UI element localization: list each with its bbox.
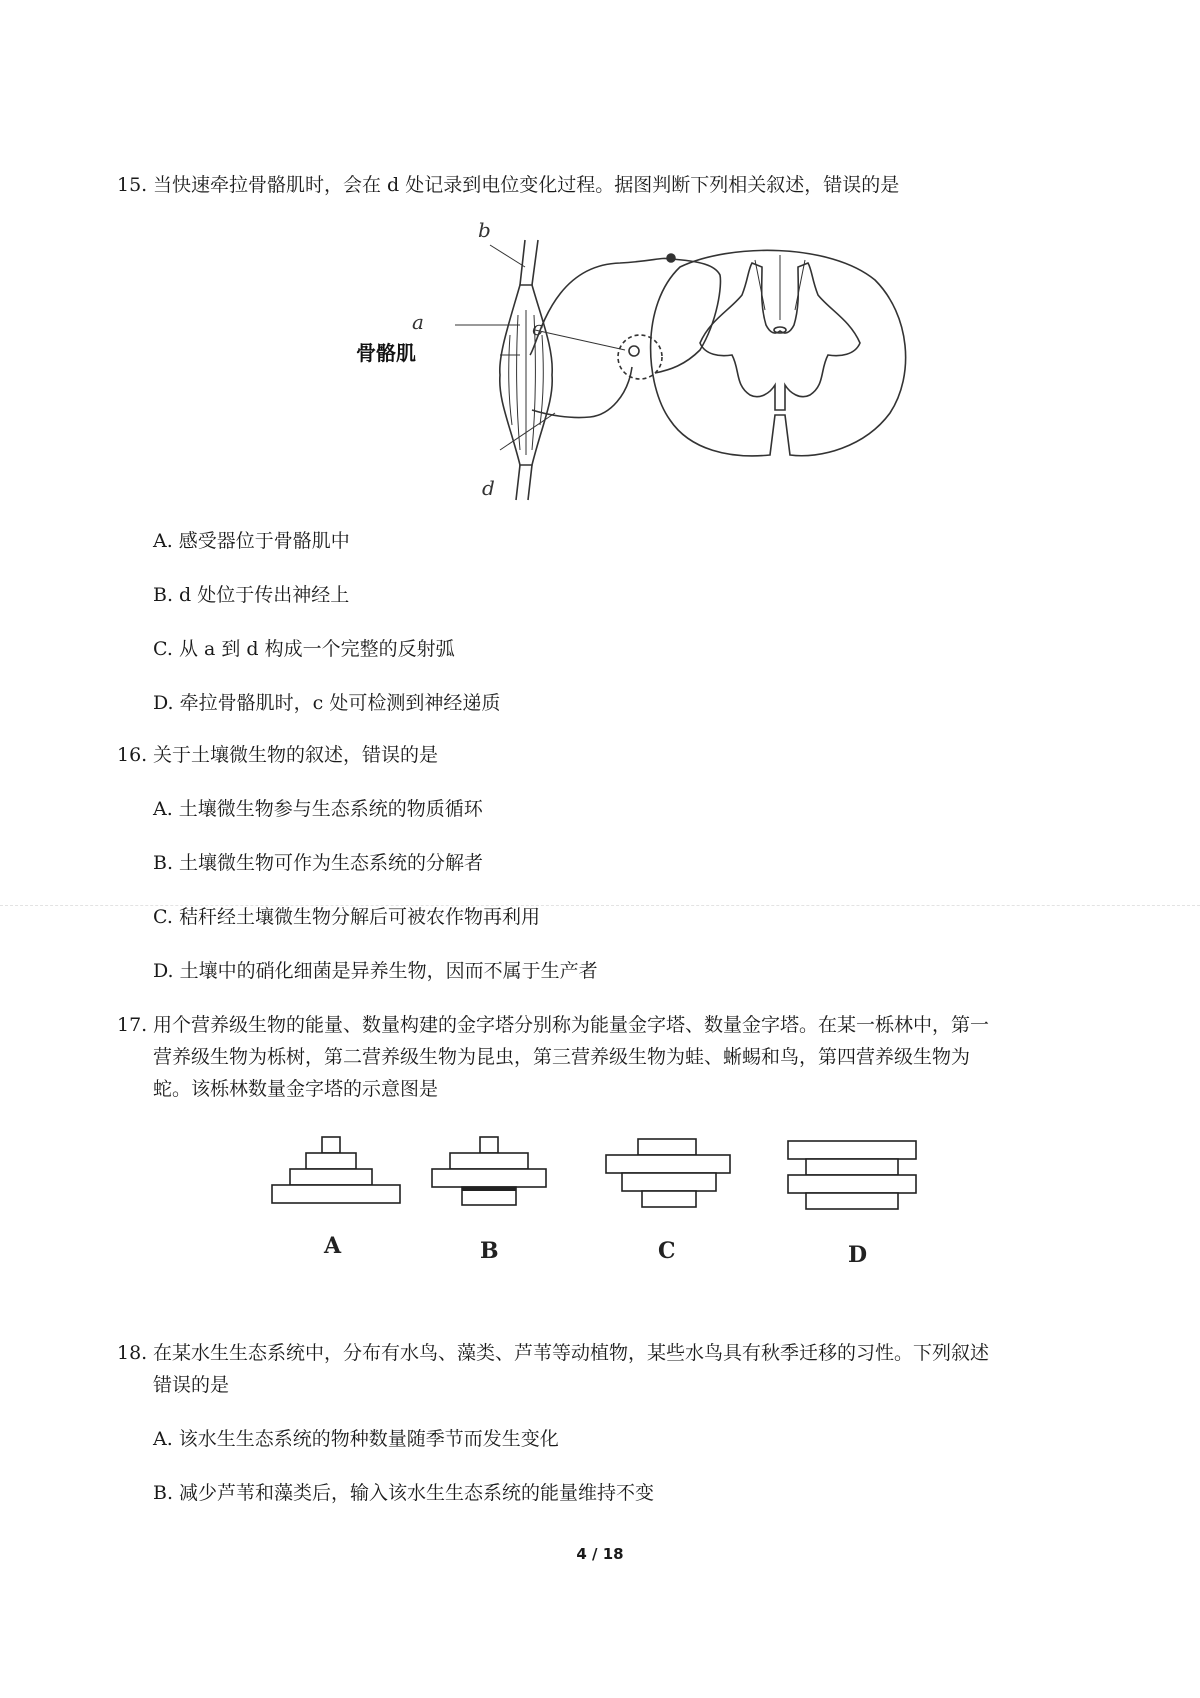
question-stem: 当快速牵拉骨骼肌时，会在 d 处记录到电位变化过程。据图判断下列相关叙述，错误的是 [153, 174, 900, 196]
question-number: 16. [117, 744, 148, 766]
pyramid-d [788, 1141, 916, 1209]
pyramid-a [272, 1137, 400, 1203]
pyramid-c [606, 1139, 730, 1207]
option-b: B. d 处位于传出神经上 [153, 584, 350, 606]
question-number: 17. [117, 1014, 148, 1036]
option-a: A. 土壤微生物参与生态系统的物质循环 [153, 798, 483, 820]
page-fold-divider [0, 905, 1200, 906]
question-stem-line-3: 蛇。该栎林数量金字塔的示意图是 [153, 1078, 439, 1100]
option-b: B. 土壤微生物可作为生态系统的分解者 [153, 852, 484, 874]
option-a: A. 该水生生态系统的物种数量随季节而发生变化 [153, 1428, 559, 1450]
pyramid-figures [260, 1125, 940, 1270]
option-d: D. 土壤中的硝化细菌是异养生物，因而不属于生产者 [153, 960, 598, 982]
pyramid-b [432, 1137, 546, 1205]
label-skeletal-muscle: 骨骼肌 [356, 341, 416, 365]
question-number: 15. [117, 174, 148, 196]
question-stem-line-2: 错误的是 [153, 1374, 230, 1396]
label-a: a [412, 310, 424, 334]
option-d: D. 牵拉骨骼肌时，c 处可检测到神经递质 [153, 692, 501, 714]
pyramid-label-c: C [658, 1238, 676, 1264]
pyramid-label-a: A [324, 1233, 342, 1259]
question-stem-line-2: 营养级生物为栎树，第二营养级生物为昆虫，第三营养级生物为蛙、蜥蜴和鸟，第四营养级生物为 [153, 1046, 971, 1068]
pyramid-label-b: B [480, 1238, 499, 1264]
label-d: d [482, 476, 495, 500]
question-stem-line-1: 在某水生生态系统中，分布有水鸟、藻类、芦苇等动植物，某些水鸟具有秋季迁移的习性。下列叙述 [153, 1342, 990, 1364]
label-b: b [478, 218, 491, 242]
page-number: 4 / 18 [576, 1545, 624, 1563]
pyramid-label-d: D [848, 1242, 868, 1268]
label-c: c [532, 316, 544, 340]
question-number: 18. [117, 1342, 148, 1364]
option-b: B. 减少芦苇和藻类后，输入该水生生态系统的能量维持不变 [153, 1482, 655, 1504]
reflex-arc-diagram [356, 218, 910, 510]
question-stem: 关于土壤微生物的叙述，错误的是 [153, 744, 439, 766]
option-a: A. 感受器位于骨骼肌中 [153, 530, 350, 552]
option-c: C. 秸秆经土壤微生物分解后可被农作物再利用 [153, 906, 540, 928]
option-c: C. 从 a 到 d 构成一个完整的反射弧 [153, 638, 455, 660]
question-stem-line-1: 用个营养级生物的能量、数量构建的金字塔分别称为能量金字塔、数量金字塔。在某一栎林中，第一 [153, 1014, 990, 1036]
